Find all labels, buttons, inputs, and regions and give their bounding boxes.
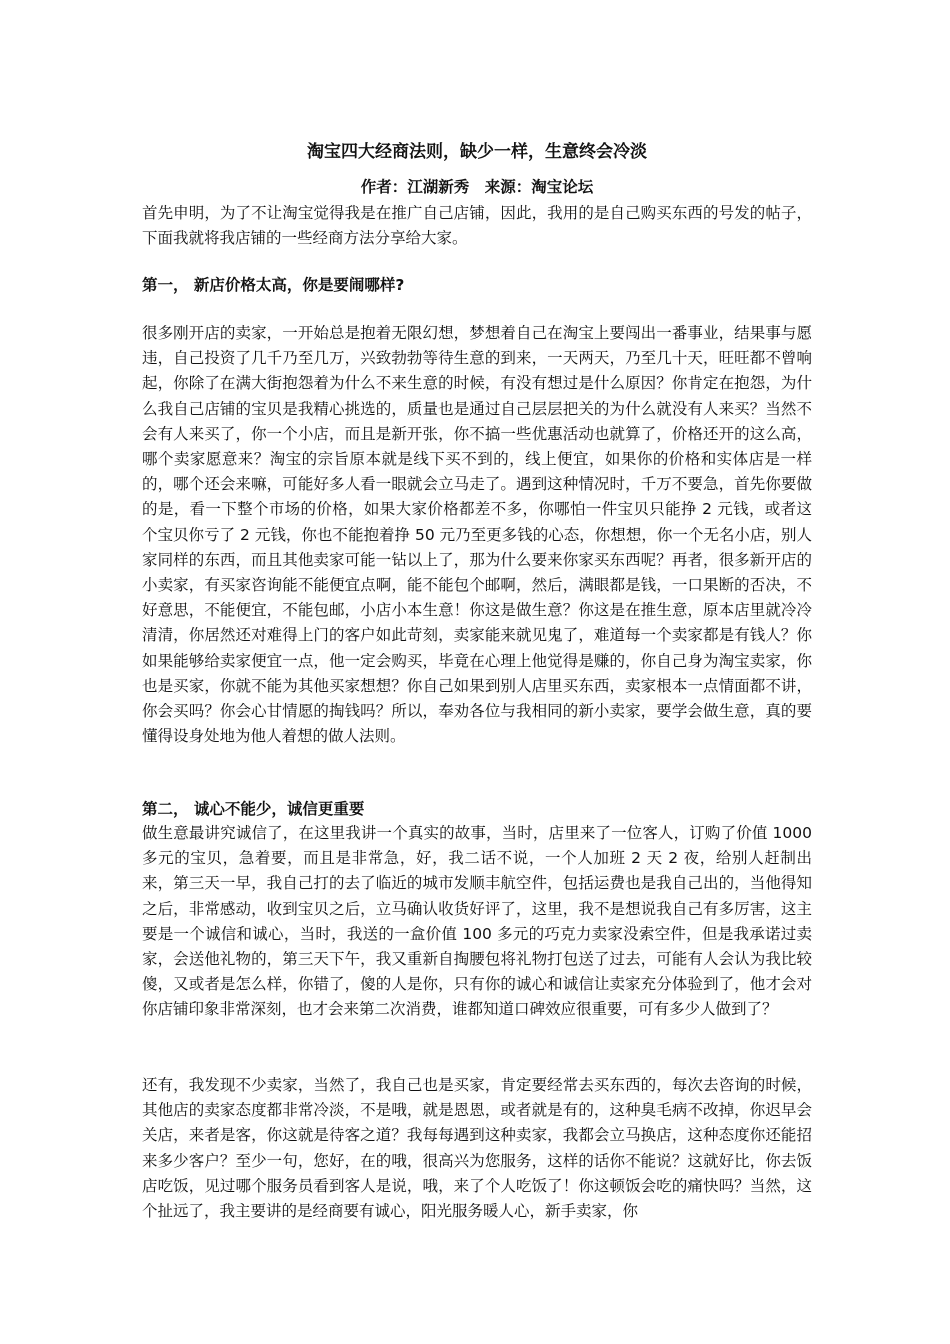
section-1-heading: 第一， 新店价格太高，你是要闹哪样? xyxy=(142,276,405,294)
document-title: 淘宝四大经商法则，缺少一样，生意终会冷淡 xyxy=(307,142,647,162)
section-2-paragraph-1: 做生意最讲究诚信了，在这里我讲一个真实的故事，当时，店里来了一位客人，订购了价值 1000 多元的宝贝，急着要，而且是非常急，好，我二话不说，一个人加班 2 天 2 夜，给别人赶制出来，第三天一早，我自己打的去了临近的城市发顺丰航空件，包括运费也是我自己出的，当他得知之后，非常感动，收到宝贝之后，立马确认收货好评了，这里，我不是想说我自己有多厉害，这主要是一个诚信和诚心，当时，我送的一盒价值 100 多元的巧克力卖家没索空件，但是我承诺过卖家，会送他礼物的，第三天下午，我又重新自掏腰包将礼物打包送了过去，可能有人会认为我比较傻，又或者是怎么样，你错了，傻的人是你，只有你的诚心和诚信让卖家充分体验到了，他才会对你店铺印象非常深刻，也才会来第二次消费，谁都知道口碑效应很重要，可有多少人做到了？ xyxy=(142,824,812,1019)
section-1-paragraph: 很多刚开店的卖家，一开始总是抱着无限幻想，梦想着自己在淘宝上要闯出一番事业，结果事与愿违，自己投资了几千乃至几万，兴致勃勃等待生意的到来，一天两天，乃至几十天，旺旺都不曾响起，你除了在满大街抱怨着为什么不来生意的时候，有没有想过是什么原因？你肯定在抱怨，为什么我自己店铺的宝贝是我精心挑选的，质量也是通过自己层层把关的为什么就没有人来买？当然不会有人来买了，你一个小店，而且是新开张，你不搞一些优惠活动也就算了，价格还开的这么高，哪个卖家愿意来？淘宝的宗旨原本就是线下买不到的，线上便宜，如果你的价格和实体店是一样的，哪个还会来嘛，可能好多人看一眼就会立马走了。遇到这种情况时，千万不要急，首先你要做的是，看一下整个市场的价格，如果大家价格都差不多，你哪怕一件宝贝只能挣 2 元钱，或者这个宝贝你亏了 2 元钱，你也不能抱着挣 50 元乃至更多钱的心态，你想想，你一个无名小店，别人家同样的东西，而且其他卖家可能一钻以上了，那为什么要来你家买东西呢？再者，很多新开店的小卖家，有买家咨询能不能便宜点啊，能不能包个邮啊，然后，满眼都是钱，一口果断的否决，不好意思，不能便宜，不能包邮，小店小本生意！你这是做生意？你这是在推生意，原本店里就冷冷清清，你居然还对难得上门的客户如此苛刻，卖家能来就见鬼了，难道每一个卖家都是有钱人？你如果能够给卖家便宜一点，他一定会购买，毕竟在心理上他觉得是赚的，你自己身为淘宝卖家，你也是买家，你就不能为其他买家想想？你自己如果到别人店里买东西，卖家根本一点情面都不讲，你会买吗？你会心甘情愿的掏钱吗？所以，奉劝各位与我相同的新小卖家，要学会做生意，真的要懂得设身处地为他人着想的做人法则。 xyxy=(142,324,812,746)
section-2-heading: 第二， 诚心不能少，诚信更重要 xyxy=(142,800,365,818)
author-source-line: 作者：江湖新秀 来源：淘宝论坛 xyxy=(360,178,594,196)
section-2-paragraph-2: 还有，我发现不少卖家，当然了，我自己也是买家，肯定要经常去买东西的，每次去咨询的时候，其他店的卖家态度都非常冷淡，不是哦，就是恩恩，或者就是有的，这种臭毛病不改掉，你迟早会关店，来者是客，你这就是待客之道？我每每遇到这种卖家，我都会立马换店，这种态度你还能招来多少客户？至少一句，您好，在的哦，很高兴为您服务，这样的话你不能说？这就好比，你去饭店吃饭，见过哪个服务员看到客人是说，哦，来了个人吃饭了！你这顿饭会吃的痛快吗？当然，这个扯远了，我主要讲的是经商要有诚心，阳光服务暖人心，新手卖家，你 xyxy=(142,1076,812,1221)
intro-paragraph: 首先申明，为了不让淘宝觉得我是在推广自己店铺，因此，我用的是自己购买东西的号发的帖子，下面我就将我店铺的一些经商方法分享给大家。 xyxy=(142,204,812,248)
